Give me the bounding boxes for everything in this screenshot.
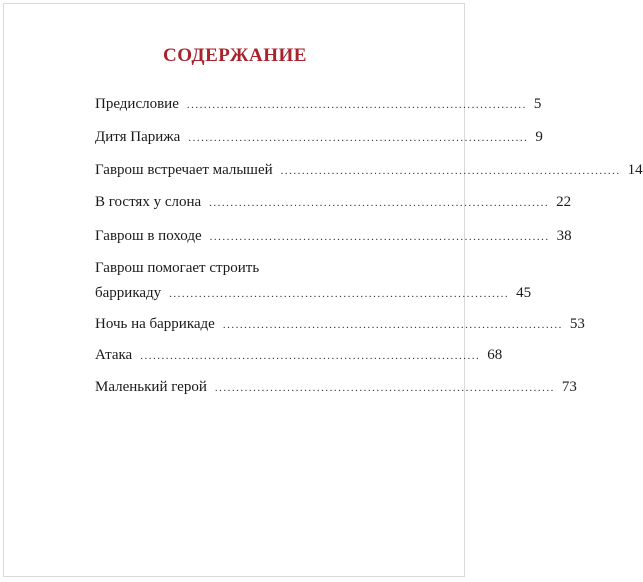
- toc-entry-title: Гаврош в походе: [95, 228, 202, 244]
- toc-page-number: 14: [627, 162, 643, 178]
- toc-entry[interactable]: [95, 158, 643, 184]
- toc-page-number: 22: [556, 194, 572, 210]
- toc-entry-title-continued: баррикаду: [95, 285, 162, 301]
- dot-leader: ................................................................................: [209, 197, 550, 209]
- toc-page-number: 9: [535, 129, 543, 145]
- toc-entry-title: Атака: [95, 347, 133, 363]
- toc-page-number: 5: [533, 96, 542, 112]
- toc-entry-title: В гостях у слона: [95, 194, 202, 210]
- dot-leader: ................................................................................: [169, 288, 510, 300]
- toc-entry[interactable]: [95, 190, 572, 216]
- toc-page-number: 73: [561, 379, 577, 395]
- toc-page-number: 53: [569, 316, 585, 332]
- dot-leader: ................................................................................: [280, 165, 621, 177]
- toc-entry-title: Дитя Парижа: [95, 129, 181, 145]
- dot-leader: ................................................................................: [209, 231, 550, 243]
- toc-entry[interactable]: [95, 125, 543, 151]
- toc-entry[interactable]: [95, 256, 532, 307]
- dot-leader: ................................................................................: [186, 99, 527, 111]
- toc-entry[interactable]: [95, 343, 503, 369]
- toc-entry[interactable]: [95, 312, 585, 338]
- toc-entry-title: Маленький герой: [95, 379, 207, 395]
- toc-page-number: 68: [487, 347, 503, 363]
- toc-entry-title: Ночь на баррикаде: [95, 316, 215, 332]
- toc-page-number: 45: [516, 285, 532, 301]
- toc-entry-title: Гаврош встречает малышей: [95, 162, 273, 178]
- dot-leader: ................................................................................: [188, 132, 529, 144]
- dot-leader: ................................................................................: [214, 382, 555, 394]
- dot-leader: ................................................................................: [140, 350, 481, 362]
- toc-entry[interactable]: [95, 224, 572, 250]
- toc-entry[interactable]: [95, 375, 577, 401]
- toc-entry-title: Гаврош помогает строить: [95, 260, 260, 276]
- toc-entry[interactable]: [95, 92, 542, 118]
- toc-entry-title: Предисловие: [95, 96, 179, 112]
- dot-leader: ................................................................................: [222, 319, 563, 331]
- toc-page-number: 38: [556, 228, 572, 244]
- page-title: СОДЕРЖАНИЕ: [163, 45, 307, 66]
